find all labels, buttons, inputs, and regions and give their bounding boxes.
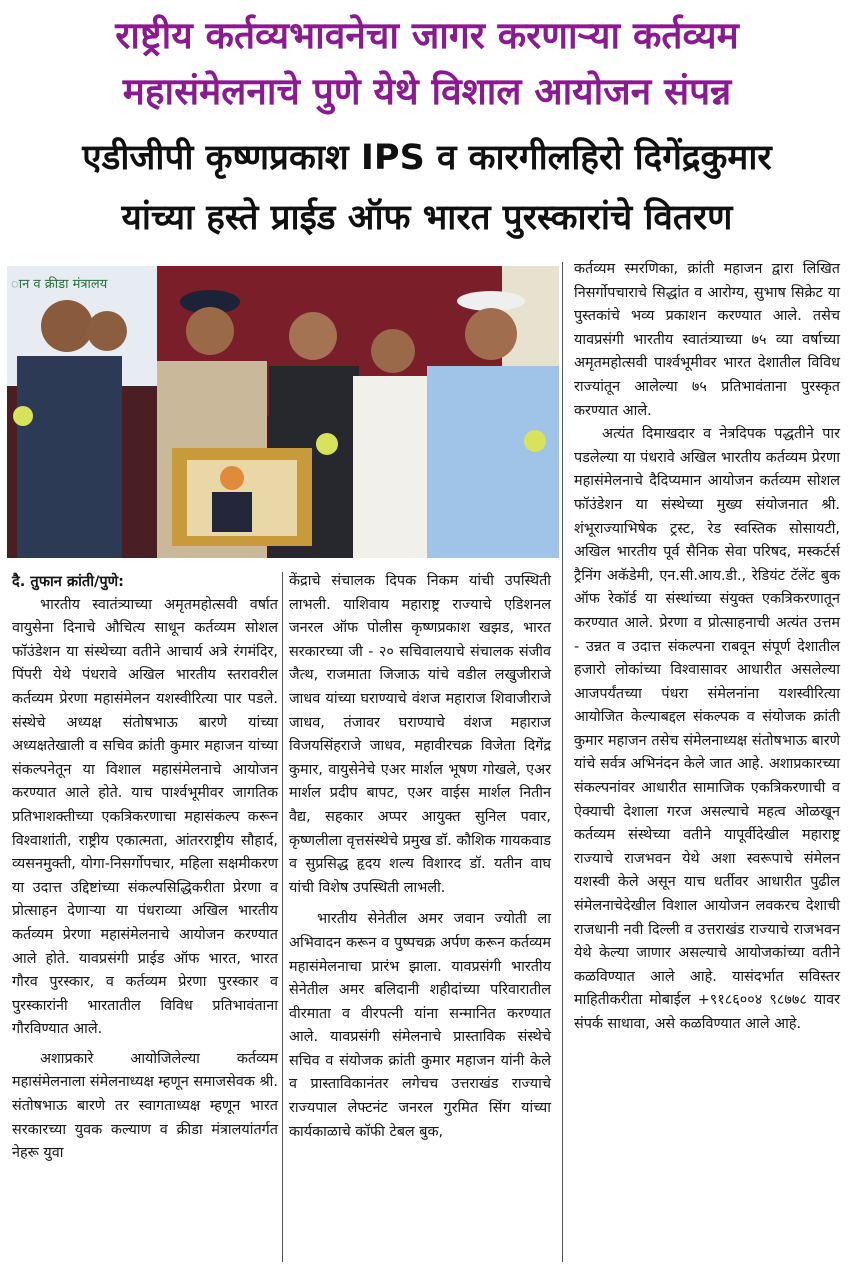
article-column-3	[574, 258, 840, 1037]
column3-paragraph-1: कर्तव्यम स्मरणिका, क्रांती महाजन द्वारा लिखित निसर्गोपचाराचे सिद्धांत व आरोग्य, सुभाष सिक्रेट या पुस्तकांचे भव्य प्रकाशन करण्यात आले. तसेच यावप्रसंगी भारतीय स्वातंत्र्याच्या ७५ व्या वर्षाच्या अमृतमहोत्सवी पार्श्वभूमीवर भारत देशातील विविध राज्यांतून आलेल्या ७५ प्रतिभावंताना पुरस्कृत करण्यात आले.	[574, 261, 840, 419]
sub-headline	[0, 128, 854, 248]
subheadline-line-1: एडीजीपी कृष्णप्रकाश IPS व कारगीलहिरो दिगेंद्रकुमार	[82, 138, 772, 178]
award-ceremony-photo	[7, 266, 559, 558]
column3-paragraph-2: अत्यंत दिमाखदार व नेत्रदिपक पद्धतीने पार पडलेल्या या पंधरावे अखिल भारतीय कर्तव्यम प्रेरणा महासंमेलनाचे दैदिप्यमान आयोजन कर्तव्यम सोशल फॉउंडेशन या संस्थेच्या मुख्य संयोजनात श्री. शंभूराज्याभिषेक ट्रस्ट, रेड स्वस्तिक सोसायटी, अखिल भारतीय पूर्व सैनिक सेवा परिषद, मस्कर्टर्स ट्रैनिंग अकॅडेमी, एन.सी.आय.डी., रेडियंट टॅलेंट बुक ऑफ रेकॉर्ड या संस्थांच्या संयुक्त एकत्रिकरणातून करण्यात आले. प्रेरणा व प्रोत्साहनाची अत्यंत उत्तम - उन्नत व उदात्त संकल्पना राबवून संपूर्ण देशातील हजारो लोकांच्या विश्वासावर आधारीत असलेल्या आजपर्यंतच्या पंधरा संमेलनांना यशस्वीरित्या आयोजित केल्याबद्दल संकल्पक व संयोजक क्रांती कुमार महाजन तसेच संमेलनाध्यक्ष संतोषभाऊ बारणे यांचे सर्वत्र अभिनंदन केले जात आहे. अशाप्रकारच्या संकल्पनांवर आधारीत सामाजिक एकत्रिकरणाची व ऐक्याची देशाला गरज असल्याचे महत्व ओळखून कर्तव्यम संस्थेच्या वतीने यापूर्वीदेखील महाराष्ट्र राज्याचे राजभवन येथे अशा स्वरूपाचे संमेलन यशस्वी केले असून याच धर्तीवर आधारीत पुढील संमेलनाचेदेखील विशाल आयोजन लवकरच देशाची राजधानी नवी दिल्ली व उत्तराखंड राज्याचे राजभवन येथे केल्या जाणार असल्याचे आयोजकांच्या वतीने कळविण्यात आले आहे. यासंदर्भात सविस्तर माहितीकरीता मोबाईल +९१८६००४ ९८७७८ यावर संपर्क साधावा, असे कळविण्यात आले आहे.	[574, 426, 840, 1032]
headline-line-2: महासंमेलनाचे पुणे येथे विशाल आयोजन संपन्न	[122, 70, 732, 113]
article-column-2	[289, 570, 551, 1144]
article-column-1	[12, 570, 278, 1166]
article-dateline: दै. तुफान क्रांती/पुणे:	[12, 573, 124, 590]
headline-line-1: राष्ट्रीय कर्तव्यभावनेचा जागर करणाऱ्या कर्तव्यम	[115, 14, 739, 57]
banner-text: ान व क्रीडा मंत्रालय	[11, 277, 108, 292]
column2-paragraph-1: केंद्राचे संचालक दिपक निकम यांची उपस्थिती लाभली. याशिवाय महाराष्ट्र राज्याचे एडिशनल जनरल ऑफ पोलीस कृष्णप्रकाश खझड, भारत सरकारच्या जी - २० सचिवालयाचे संचालक संजीव जैत्थ, राजमाता जिजाऊ यांचे वडील लखुजीराजे जाधव यांच्या घराण्याचे वंशज महाराज शिवाजीराजे जाधव, तंजावर घराण्याचे वंशज महाराज विजयसिंहराजे जाधव, महावीरचक्र विजेता दिगेंद्र कुमार, वायुसेनेचे एअर मार्शल भूषण गोखले, एअर मार्शल प्रदीप बापट, एअर वाईस मार्शल नितीन वैद्य, सहकार अप्पर आयुक्त सुनिल पवार, कृष्णलीला वृत्तसंस्थेचे प्रमुख डॉ. कौशिक गायकवाड व सुप्रसिद्ध हृदय शल्य विशारद डॉ. यतीन वाघ यांची विशेष उपस्थिती लाभली.	[289, 573, 551, 896]
column1-paragraph-1: भारतीय स्वातंत्र्याच्या अमृतमहोत्सवी वर्षात वायुसेना दिनाचे औचित्य साधून कर्तव्यम सोशल फॉउंडेशन या संस्थेच्या वतीने आचार्य अत्रे रंगमंदिर, पिंपरी येथे पंधरावे अखिल भारतीय स्तरावरील कर्तव्यम प्रेरणा महासंमेलन यशस्वीरित्या पार पडले. संस्थेचे अध्यक्ष संतोषभाऊ बारणे यांच्या अध्यक्षतेखाली व सचिव क्रांती कुमार महाजन यांच्या संकल्पनेतून या विशाल महासंमेलनाचे आयोजन करण्यात आले होते. याच पार्श्वभूमीवर जागतिक प्रतिभाशक्तीच्या एकत्रिकरणाचा महासंकल्प करून विश्वाशांती, राष्ट्रीय एकात्मता, आंतरराष्ट्रीय सौहार्द, व्यसनमुक्ती, योगा-निसर्गोपचार, महिला सक्षमीकरण या उदात्त उद्दिष्टांच्या संकल्पसिद्धिकरीता प्रेरणा व प्रोत्साहन देणाऱ्या या पंधराव्या अखिल भारतीय कर्तव्यम प्रेरणा महासंमेलनाचे आयोजन करण्यात आले होते. यावप्रसंगी प्राईड ऑफ भारत, भारत गौरव पुरस्कार, व कर्तव्यम प्रेरणा पुरस्कार व पुरस्कारांनी भारतातील विविध प्रतिभावंताना गौरविण्यात आले.	[12, 596, 278, 1038]
column-divider	[282, 572, 283, 1262]
column-divider	[562, 262, 563, 1262]
main-headline	[0, 8, 854, 120]
column2-paragraph-2: भारतीय सेनेतील अमर जवान ज्योती ला अभिवादन करून व पुष्पचक्र अर्पण करून कर्तव्यम महासंमेलनाचा प्रारंभ झाला. यावप्रसंगी भारतीय सेनेतील अमर बलिदानी शहीदांच्या परिवारातील वीरमाता व वीरपत्नी यांना सन्मानित करण्यात आले. यावप्रसंगी संमेलनाचे प्रास्ताविक संस्थेचे सचिव व संयोजक क्रांती कुमार महाजन यांनी केले व प्रास्ताविकानंतर लगेचच उत्तराखंड राज्याचे राज्यपाल लेफ्टनंट जनरल गुरमित सिंग यांच्या कार्यकाळाचे कॉफी टेबल बुक,	[289, 911, 551, 1140]
column1-paragraph-2: अशाप्रकारे आयोजिलेल्या कर्तव्यम महासंमेलनाला संमेलनाध्यक्ष म्हणून समाजसेवक श्री. संतोषभाऊ बारणे तर स्वागताध्यक्ष म्हणून भारत सरकारच्या युवक कल्याण व क्रीडा मंत्रालयांतर्गत नेहरू युवा	[12, 1050, 278, 1162]
subheadline-line-2: यांच्या हस्ते प्राईड ऑफ भारत पुरस्कारांचे वितरण	[121, 198, 733, 238]
